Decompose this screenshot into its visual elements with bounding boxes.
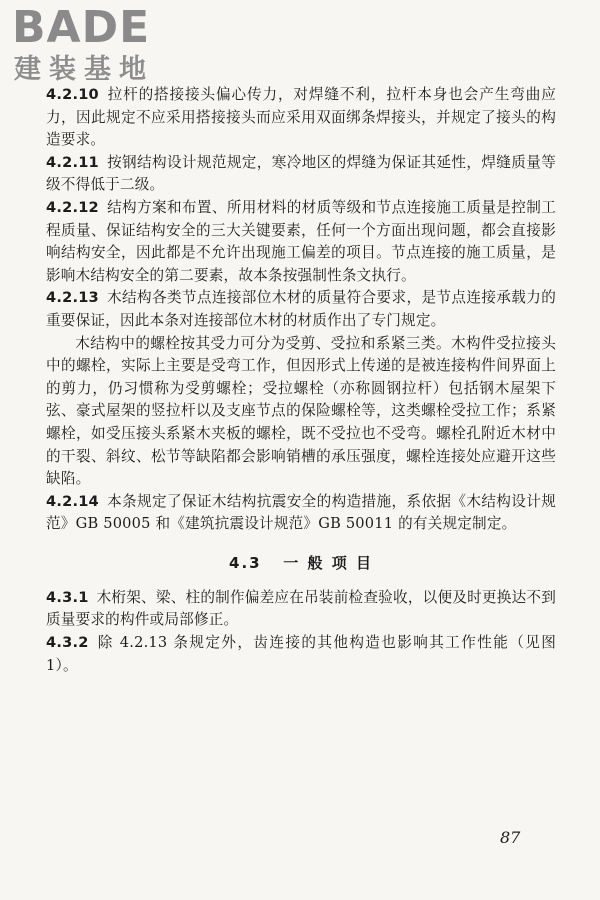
clause-4-2-11: [46, 152, 556, 197]
clause-4-2-10: [46, 84, 556, 152]
clause-4-2-13-continued: [46, 333, 556, 491]
clause-number: 4.3.2: [46, 634, 89, 652]
logo-subtitle: 建装基地: [14, 54, 154, 85]
clause-text: 木结构各类节点连接部位木材的质量符合要求，是节点连接承载力的重要保证，因此本条对连接部位木材的材质作出了专门规定。: [46, 289, 556, 329]
section-heading: [46, 552, 556, 573]
logo-wordmark: BADE: [12, 2, 151, 53]
clause-text: 本条规定了保证木结构抗震安全的构造措施，系依据《木结构设计规范》GB 50005 和《建筑抗震设计规范》GB 50011 的有关规定制定。: [46, 492, 556, 533]
clause-text: 木桁架、梁、柱的制作偏差应在吊装前检查验收，以便及时更换达不到质量要求的构件或局部修正。: [46, 588, 556, 629]
clause-text: 除 4.2.13 条规定外，齿连接的其他构造也影响其工作性能（见图 1）。: [46, 634, 556, 674]
clause-4-3-2: [46, 632, 556, 677]
clause-number: 4.2.10: [46, 86, 99, 103]
section-number: 4.3: [229, 553, 262, 572]
clause-text: 木结构中的螺栓按其受力可分为受剪、受拉和系紧三类。木构件受拉接头中的螺栓，实际上主要是受弯工作，但因形式上传递的是被连接构件间界面上的剪力，仍习惯称为受剪螺栓；受拉螺栓（亦称圆钢拉杆）包括钢木屋架下弦、豪式屋架的竖拉杆以及支座节点的保险螺栓等，这类螺栓受拉工作；系紧螺栓，如受压接头系紧木夹板的螺栓，既不受拉也不受弯。螺栓孔附近木材中的干裂、斜纹、松节等缺陷都会影响销槽的承压强度，螺栓连接处应避开这些缺陷。: [46, 334, 556, 488]
clause-text: 拉杆的搭接接头偏心传力，对焊缝不利，拉杆本身也会产生弯曲应力，因此规定不应采用搭接接头而应采用双面绑条焊接头，并规定了接头的构造要求。: [46, 86, 556, 149]
bade-logo: [8, 2, 178, 90]
clause-text: 结构方案和布置、所用材料的材质等级和节点连接施工质量是控制工程质量、保证结构安全的三大关键要素，任何一个方面出现问题，都会直接影响结构安全，因此都是不允许出现施工偏差的项目。节点连接的施工质量，是影响木结构安全的第二要素，故本条按强制性条文执行。: [46, 198, 556, 284]
section-title: 一 般 项 目: [283, 553, 373, 572]
clause-number: 4.2.11: [46, 153, 99, 171]
clause-4-2-12: [46, 197, 556, 287]
document-body: [46, 84, 556, 677]
clause-number: 4.3.1: [46, 588, 89, 606]
clause-number: 4.2.12: [46, 198, 99, 216]
clause-4-3-1: [46, 587, 556, 632]
clause-number: 4.2.13: [46, 289, 99, 307]
clause-text: 按钢结构设计规范规定，寒冷地区的焊缝为保证其延性，焊缝质量等级不得低于二级。: [46, 153, 556, 194]
clause-number: 4.2.14: [46, 492, 99, 510]
clause-4-2-14: [46, 491, 556, 536]
page-number: 87: [500, 828, 521, 847]
clause-4-2-13: [46, 287, 556, 332]
